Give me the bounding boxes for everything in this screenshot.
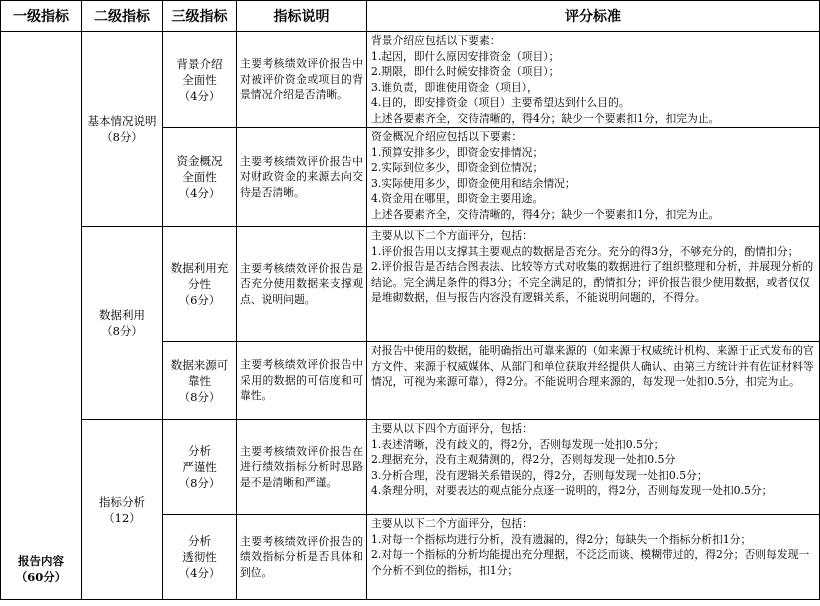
standard-line: 4.目的，即安排资金（项目）主要希望达到什么目的。 — [371, 96, 630, 109]
standard-line: 主要从以下二个方面评分，包括： — [371, 517, 533, 530]
level1-cell — [1, 32, 82, 600]
level3-name: 分析 — [188, 534, 211, 548]
standard-line: 主要从以下四个方面评分，包括： — [371, 422, 533, 435]
standard-cell — [367, 227, 820, 342]
level3-name-cont: 全面性 — [182, 170, 217, 184]
header-standard: 评分标准 — [367, 1, 820, 32]
standard-line: 上述各要素齐全，交待清晰的，得4分；缺少一个要素扣1分，扣完为止。 — [371, 111, 720, 125]
description-cell: 主要考核绩效评价报告中采用的数据的可信度和可靠性。 — [237, 342, 367, 420]
description-cell: 主要考核绩效评价报告中对财政资金的来源去向交待是否清晰。 — [237, 128, 367, 227]
level3-name: 资金概况 — [176, 154, 223, 168]
standard-line: 2.理据充分，没有主观猜测的，得2分，否则每发现一处扣0.5分 — [371, 453, 676, 466]
standard-line: 1.预算安排多少，即资金安排情况； — [371, 145, 544, 159]
level3-name-cont: 靠性 — [188, 373, 211, 388]
description-cell: 主要考核绩效评价报告中对被评价资金或项目的背景情况介绍是否清晰。 — [237, 32, 367, 128]
standard-cell — [367, 32, 820, 128]
level2-score: （8分） — [101, 324, 143, 338]
level2-name: 指标分析 — [99, 494, 145, 509]
standard-line: 3.实际使用多少，即资金使用和结余情况； — [371, 176, 576, 190]
header-level1: 一级指标 — [1, 1, 82, 32]
standard-line: 背景介绍应包括以下要素： — [371, 34, 501, 47]
standard-line: 上述各要素齐全，交待清晰的，得4分；缺少一个要素扣1分，扣完为止。 — [371, 207, 720, 221]
level3-score: （4分） — [178, 566, 221, 580]
level3-cell — [163, 227, 237, 342]
table-row — [1, 32, 820, 128]
description-cell: 主要考核绩效评价报告的绩效指标分析是否具体和到位。 — [237, 515, 367, 600]
standard-cell — [367, 128, 820, 227]
standard-line: 1.表述清晰，没有歧义的，得2分，否则每发现一处扣0.5分； — [371, 437, 665, 451]
level3-score: （4分） — [178, 88, 221, 103]
description-cell: 主要考核绩效评价报告是否充分使用数据来支撑观点、说明问题。 — [237, 227, 367, 342]
standard-line: 1.对每一个指标均进行分析，没有遗漏的，得2分；每缺失一个指标分析扣1分； — [371, 532, 752, 546]
level3-name-cont: 全面性 — [182, 72, 217, 87]
level3-cell — [163, 32, 237, 128]
level3-name-cont: 分性 — [188, 277, 211, 291]
standard-line: 资金概况介绍应包括以下要素： — [371, 130, 523, 143]
header-row — [1, 1, 820, 32]
level3-cell — [163, 128, 237, 227]
level2-score: （12） — [103, 510, 141, 525]
standard-line: 1.起因，即什么原因安排资金（项目）； — [371, 49, 560, 63]
standard-line: 2.实际到位多少，即资金到位情况； — [371, 161, 544, 174]
header-level2: 二级指标 — [82, 1, 163, 32]
level3-cell — [163, 515, 237, 600]
header-level3: 三级指标 — [163, 1, 237, 32]
description-cell: 主要考核绩效评价报告在进行绩效指标分析时思路是不是清晰和严谨。 — [237, 420, 367, 515]
level2-cell — [82, 32, 163, 227]
standard-line: 3.谁负责，即谁使用资金（项目）， — [371, 80, 538, 94]
level3-score: （4分） — [178, 186, 221, 200]
level2-score: （8分） — [101, 130, 143, 144]
level1-score: （60分） — [15, 570, 67, 584]
level3-score: （8分） — [178, 476, 221, 490]
standard-line: 3.分析合理，没有逻辑关系错误的，得2分，否则每发现一处扣0.5分； — [371, 468, 708, 482]
level3-name: 分析 — [188, 444, 211, 458]
standard-line: 4.条理分明，对要表达的观点能分点逐一说明的，得2分，否则每发现一处扣0.5分； — [371, 484, 773, 497]
standard-line: 2.期限，即什么时候安排资金（项目）； — [371, 65, 560, 78]
level3-name: 背景介绍 — [176, 56, 223, 71]
level3-cell — [163, 420, 237, 515]
level3-name: 数据来源可 — [170, 357, 229, 372]
level3-name: 数据利用充 — [170, 261, 229, 275]
level3-cell — [163, 342, 237, 420]
level2-name: 数据利用 — [99, 308, 145, 322]
level2-cell — [82, 227, 163, 420]
standard-line: 2.对每一个指标的分析均能提出充分理据，不泛泛而谈、模糊带过的，得2分；否则每发现一个分析不到位的指标，扣1分； — [371, 548, 810, 577]
table-row — [1, 420, 820, 515]
level3-score: （8分） — [178, 389, 221, 404]
standard-line: 对报告中使用的数据，能明确指出可靠来源的（如来源于权威统计机构、来源于正式发布的官方文件、来源于权威媒体、从部门和单位获取并经提供人确认、由第三方统计并有佐证材料等情况，可视为来源可靠），得2分。不能说明合理来源的，每发现一处扣0.5分，扣完为止。 — [371, 344, 814, 388]
standard-cell — [367, 515, 820, 600]
level2-cell — [82, 420, 163, 600]
standard-cell — [367, 420, 820, 515]
standard-line: 2.评价报告是否结合图表法、比较等方式对收集的数据进行了组织整理和分析，并展现分析的结论。完全满足条件的得3分；不完全满足的，酌情扣分；评价报告很少使用数据，或者仅仅是堆砌数据，但与报告内容没有逻辑关系，不能说明问题的，不得分。 — [371, 260, 814, 304]
standard-line: 主要从以下二个方面评分，包括： — [371, 229, 533, 242]
level3-name-cont: 透彻性 — [182, 550, 217, 564]
level3-name-cont: 严谨性 — [182, 460, 217, 474]
standard-line: 4.资金用在哪里，即资金主要用途。 — [371, 192, 544, 205]
standard-cell — [367, 342, 820, 420]
level1-name: 报告内容 — [18, 554, 64, 568]
standard-line: 1.评价报告用以支撑其主要观点的数据是否充分。充分的得3分，不够充分的，酌情扣分； — [371, 244, 799, 258]
header-description: 指标说明 — [237, 1, 367, 32]
level2-name: 基本情况说明 — [87, 114, 157, 128]
level3-score: （6分） — [178, 293, 221, 307]
table-row — [1, 227, 820, 342]
